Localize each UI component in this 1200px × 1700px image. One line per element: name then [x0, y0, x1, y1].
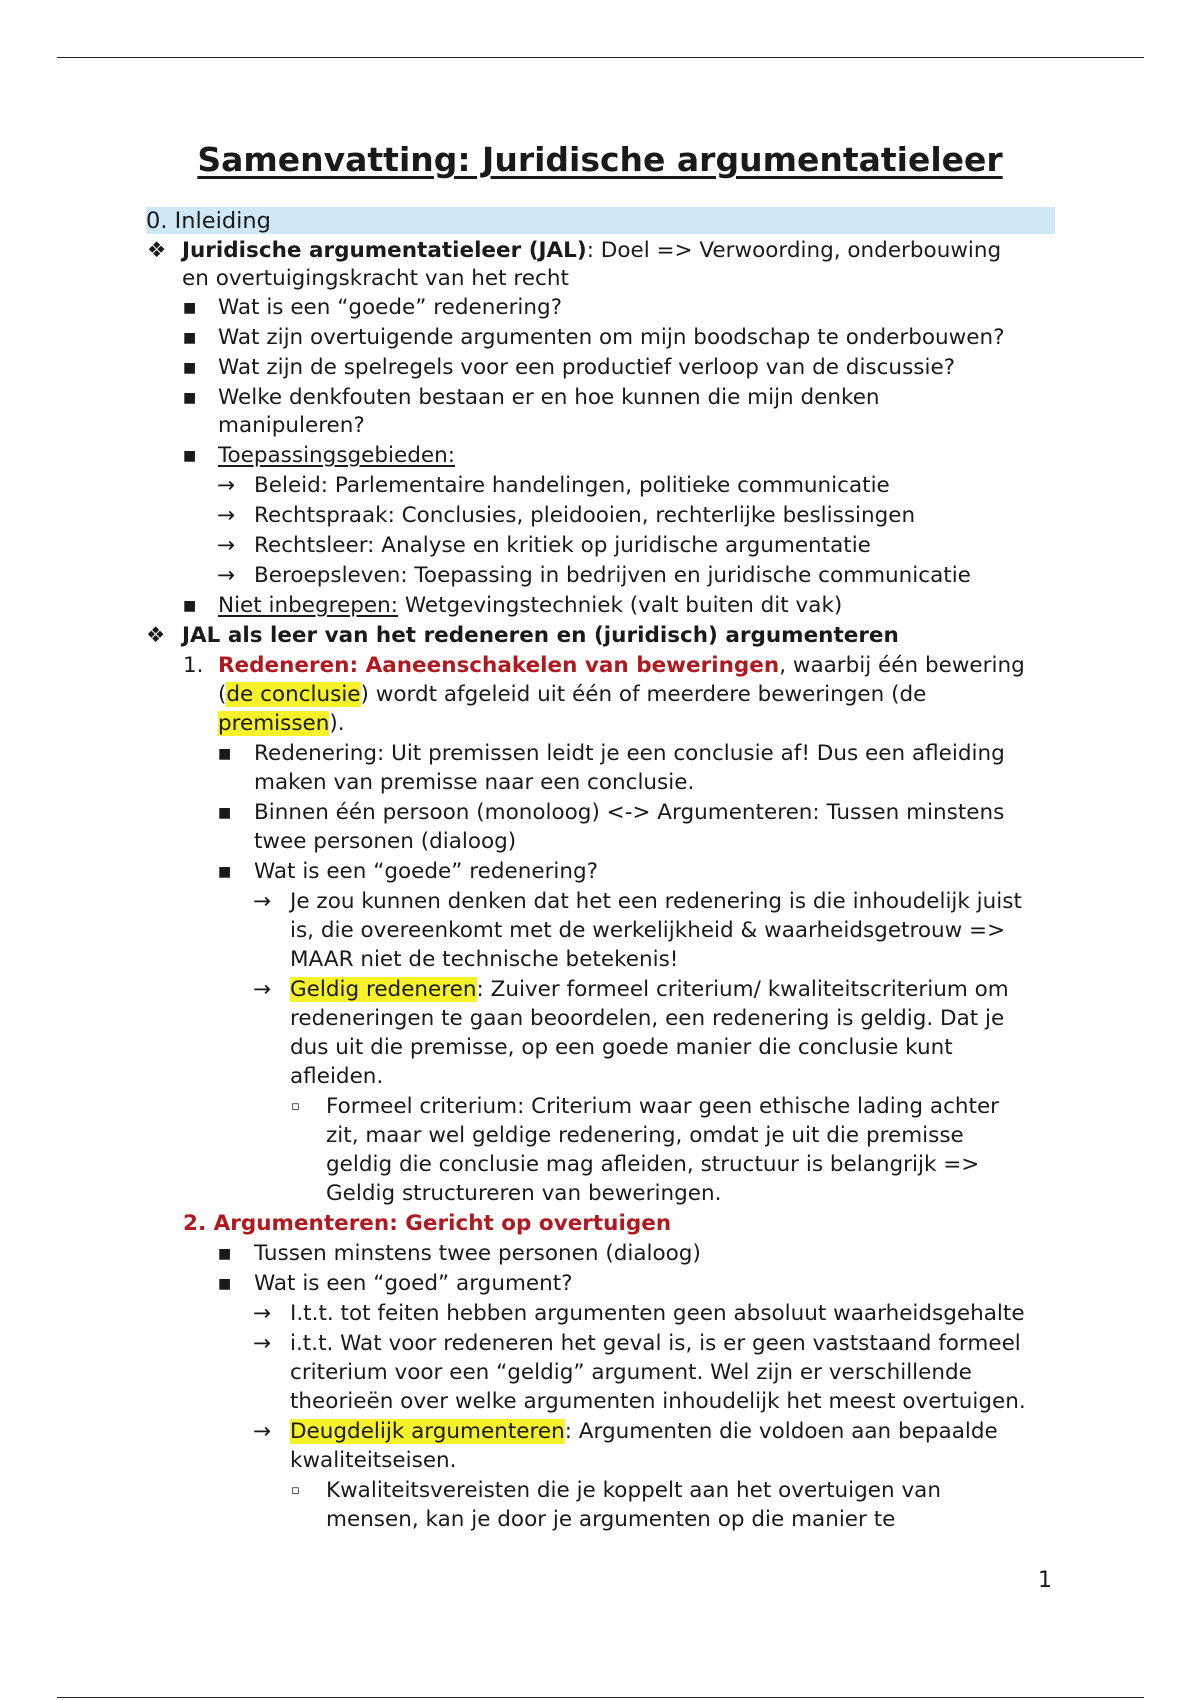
geldig-redeneren-line: Geldig redeneren: Zuiver formeel criterium/ kwaliteitscriterium om: [290, 977, 1009, 1002]
deugdelijk-continued: kwaliteitseisen.: [290, 1448, 457, 1473]
square-bullet-icon: ■: [183, 598, 197, 614]
square-bullet-icon: ■: [218, 1246, 232, 1262]
formeel-criterium-continued: zit, maar wel geldige redenering, omdat je uit die premisse: [326, 1123, 964, 1148]
argumenteren-bullet: Tussen minstens twee personen (dialoog): [254, 1241, 701, 1266]
question-item: Wat zijn overtuigende argumenten om mijn boodschap te onderbouwen?: [218, 325, 1005, 350]
square-bullet-icon: ■: [218, 746, 232, 762]
arrow-bullet-icon: →: [253, 889, 272, 914]
diamond-bullet-icon: ❖: [147, 238, 167, 263]
redeneren-line-1: [218, 651, 1025, 681]
list-number: 1.: [183, 653, 204, 678]
argumenteren-arrow-item-continued: theorieën over welke argumenten inhoudelijk het meest overtuigen.: [290, 1389, 1026, 1414]
jal-definition-line-2: en overtuigingskracht van het recht: [182, 266, 569, 291]
redeneren-line-2: (de conclusie) wordt afgeleid uit één of meerdere beweringen (de: [218, 682, 927, 707]
formeel-criterium-continued: geldig die conclusie mag afleiden, structuur is belangrijk =>: [326, 1152, 980, 1177]
redeneren-bullet-continued: twee personen (dialoog): [254, 829, 517, 854]
niet-inbegrepen-label: Niet inbegrepen:: [218, 593, 399, 618]
arrow-bullet-icon: →: [217, 563, 236, 588]
jal-term: Juridische argumentatieleer (JAL): [182, 238, 587, 263]
jal-definition-line: [182, 236, 1001, 266]
redeneren-arrow-item: Je zou kunnen denken dat het een redenering is die inhoudelijk juist: [290, 889, 1022, 914]
square-bullet-icon: ■: [218, 864, 232, 880]
redeneren-bullet: Wat is een “goede” redenering?: [254, 859, 599, 884]
question-item: Wat zijn de spelregels voor een productief verloop van de discussie?: [218, 355, 956, 380]
top-rule: [57, 57, 1144, 58]
question-item: Wat is een “goede” redenering?: [218, 295, 563, 320]
highlight-conclusie: de conclusie: [226, 682, 361, 707]
redeneren-bullet: Binnen één persoon (monoloog) <-> Argumenteren: Tussen minstens: [254, 800, 1005, 825]
formeel-criterium-item: Formeel criterium: Criterium waar geen ethische lading achter: [326, 1094, 1000, 1119]
arrow-bullet-icon: →: [253, 1419, 272, 1444]
square-bullet-icon: ■: [183, 300, 197, 316]
square-bullet-icon: ■: [218, 805, 232, 821]
arrow-bullet-icon: →: [217, 473, 236, 498]
square-bullet-icon: ■: [183, 448, 197, 464]
application-item: Rechtsleer: Analyse en kritiek op juridische argumentatie: [254, 533, 871, 558]
formeel-criterium-continued: Geldig structureren van beweringen.: [326, 1181, 722, 1206]
hollow-square-bullet-icon: ▫: [291, 1099, 300, 1114]
jal-definition-text: : Doel => Verwoording, onderbouwing: [586, 238, 1002, 263]
redeneren-heading: Redeneren: Aaneenschakelen van beweringen: [218, 653, 780, 678]
arrow-bullet-icon: →: [217, 533, 236, 558]
diamond-bullet-icon: ❖: [146, 623, 166, 648]
argumenteren-arrow-item-continued: criterium voor een “geldig” argument. Wel zijn er verschillende: [290, 1360, 972, 1385]
highlight-deugdelijk-argumenteren: Deugdelijk argumenteren: [290, 1419, 565, 1444]
section-heading-inleiding: 0. Inleiding: [146, 207, 1055, 234]
niet-inbegrepen-text: Wetgevingstechniek (valt buiten dit vak): [398, 593, 843, 618]
highlight-geldig-redeneren: Geldig redeneren: [290, 977, 477, 1002]
redeneren-arrow-item-continued: is, die overeenkomt met de werkelijkheid & waarheidsgetrouw =>: [290, 918, 1006, 943]
page-number: 1: [1038, 1568, 1052, 1593]
toepassingsgebieden-label: Toepassingsgebieden:: [218, 443, 456, 468]
highlight-premissen: premissen: [218, 711, 330, 736]
square-bullet-icon: ■: [183, 390, 197, 406]
bottom-rule: [57, 1697, 1144, 1698]
kwaliteitsvereisten-continued: mensen, kan je door je argumenten op die manier te: [326, 1507, 896, 1532]
arrow-bullet-icon: →: [217, 503, 236, 528]
geldig-redeneren-continued: dus uit die premisse, op een goede manier die conclusie kunt: [290, 1035, 953, 1060]
application-item: Beroepsleven: Toepassing in bedrijven en juridische communicatie: [254, 563, 971, 588]
geldig-redeneren-continued: afleiden.: [290, 1064, 384, 1089]
question-item: Welke denkfouten bestaan er en hoe kunnen die mijn denken: [218, 385, 880, 410]
argumenteren-heading: 2. Argumenteren: Gericht op overtuigen: [183, 1211, 672, 1236]
question-item-continued: manipuleren?: [218, 413, 365, 438]
niet-inbegrepen-line: [218, 591, 842, 621]
application-item: Rechtspraak: Conclusies, pleidooien, rechterlijke beslissingen: [254, 503, 916, 528]
redeneren-bullet-continued: maken van premisse naar een conclusie.: [254, 770, 695, 795]
redeneren-bullet: Redenering: Uit premissen leidt je een conclusie af! Dus een afleiding: [254, 741, 1005, 766]
argumenteren-bullet: Wat is een “goed” argument?: [254, 1271, 573, 1296]
redeneren-arrow-item-continued: MAAR niet de technische betekenis!: [290, 947, 679, 972]
arrow-bullet-icon: →: [253, 977, 272, 1002]
redeneren-line-3: premissen).: [218, 711, 345, 736]
arrow-bullet-icon: →: [253, 1331, 272, 1356]
square-bullet-icon: ■: [183, 330, 197, 346]
argumenteren-arrow-item: i.t.t. Wat voor redeneren het geval is, is er geen vaststaand formeel: [290, 1331, 1021, 1356]
hollow-square-bullet-icon: ▫: [291, 1483, 300, 1498]
redeneren-text: , waarbij één bewering: [779, 653, 1025, 678]
arrow-bullet-icon: →: [253, 1301, 272, 1326]
square-bullet-icon: ■: [183, 360, 197, 376]
page-title: Samenvatting: Juridische argumentatieleer: [197, 140, 1003, 179]
geldig-redeneren-continued: redeneringen te gaan beoordelen, een redenering is geldig. Dat je: [290, 1006, 1005, 1031]
argumenteren-arrow-item: I.t.t. tot feiten hebben argumenten geen absoluut waarheidsgehalte: [290, 1301, 1025, 1326]
square-bullet-icon: ■: [218, 1276, 232, 1292]
jal-leer-heading: JAL als leer van het redeneren en (juridisch) argumenteren: [182, 623, 899, 648]
kwaliteitsvereisten-item: Kwaliteitsvereisten die je koppelt aan het overtuigen van: [326, 1478, 941, 1503]
application-item: Beleid: Parlementaire handelingen, politieke communicatie: [254, 473, 890, 498]
deugdelijk-line: Deugdelijk argumenteren: Argumenten die voldoen aan bepaalde: [290, 1419, 998, 1444]
